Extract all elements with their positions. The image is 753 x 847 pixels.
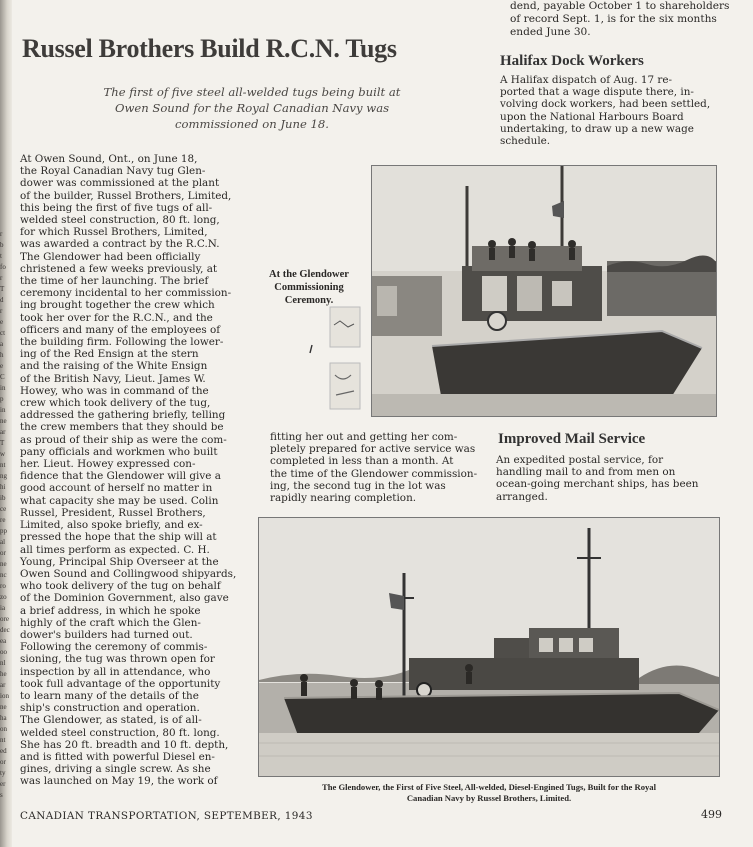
spine-fragment: ce	[0, 505, 7, 513]
previous-article-tail	[510, 0, 740, 39]
spine-fragment: ar	[0, 428, 6, 436]
text-line: crew which took delivery of the tug,	[20, 397, 211, 410]
text-line: for which Russel Brothers, Limited,	[20, 226, 208, 239]
text-line: highly of the craft which the Glen-	[20, 616, 201, 629]
publication-footer: CANADIAN TRANSPORTATION, SEPTEMBER, 1943	[20, 810, 313, 822]
spine-fragment: ore	[0, 615, 9, 623]
text-line: the building firm. Following the lower-	[20, 336, 224, 349]
text-line: to learn many of the details of the	[20, 689, 199, 702]
text-line: of record Sept. 1, is for the six months	[510, 13, 717, 25]
text-line: ocean-going merchant ships, has been	[496, 478, 699, 491]
spine-fragment: nl	[0, 659, 6, 667]
caption-line: The Glendower, the First of Five Steel, All-welded, Diesel-Engined Tugs, Built for the Royal	[322, 782, 656, 792]
text-line: ended June 30.	[510, 26, 591, 38]
spine-fragment: al	[0, 538, 6, 546]
text-line: undertaking, to draw up a new wage	[500, 122, 694, 135]
text-line: who took delivery of the tug on behalf	[20, 580, 221, 593]
spine-fragment: dec	[0, 626, 10, 634]
caption-line: Canadian Navy by Russel Brothers, Limited.	[406, 793, 572, 803]
text-line: officers and many of the employees of	[20, 323, 221, 336]
text-line: ing, the second tug in the lot was	[270, 479, 446, 492]
text-line: schedule.	[500, 135, 551, 148]
text-line: her. Lieut. Howey expressed con-	[20, 458, 196, 471]
spine-fragment: e	[0, 318, 4, 326]
text-line: ceremony incidental to her commission-	[20, 287, 232, 300]
spine-fragment: pp	[0, 527, 7, 535]
text-line: was launched on May 19, the work of	[20, 775, 218, 788]
text-line: a brief address, in which he spoke	[20, 604, 201, 617]
spine-fragment: ar	[0, 681, 6, 689]
text-line: welded steel construction, 80 ft. long.	[20, 726, 220, 739]
text-line: welded steel construction, 80 ft. long,	[20, 214, 220, 227]
text-line: pressed the hope that the ship will at	[20, 531, 217, 544]
text-line: arranged.	[496, 490, 548, 503]
caption-line: Ceremony.	[284, 295, 334, 306]
text-line: Owen Sound and Collingwood shipyards,	[20, 567, 237, 580]
text-line: Young, Principal Ship Overseer at the	[20, 555, 219, 568]
text-line: of the builder, Russel Brothers, Limited,	[20, 189, 232, 202]
text-line: ship's construction and operation.	[20, 702, 200, 715]
text-line: fitting her out and getting her com-	[270, 431, 458, 443]
text-line: Limited, also spoke briefly, and ex-	[20, 519, 203, 532]
spine-fragment: b	[0, 241, 4, 249]
spine-fragment: s	[0, 791, 3, 799]
spine-fragment: r	[0, 307, 3, 315]
text-line: ing brought together the crew which	[20, 299, 215, 312]
spine-fragment: in	[0, 384, 6, 392]
spine-fragment: ty	[0, 769, 6, 777]
text-line: gines, driving a single screw. As she	[20, 763, 211, 776]
halifax-heading: Halifax Dock Workers	[500, 53, 644, 69]
spine-fragment: ea	[0, 637, 7, 645]
halifax-body	[500, 74, 730, 147]
spine-fragment: ng	[0, 472, 7, 480]
text-line: ing of the Red Ensign at the stern	[20, 348, 199, 361]
text-line: Russel, President, Russel Brothers,	[20, 506, 206, 519]
text-line: took full advantage of the opportunity	[20, 677, 221, 690]
text-line: At Owen Sound, Ont., on June 18,	[20, 153, 198, 165]
text-line: ported that a wage dispute there, in-	[500, 86, 694, 99]
text-line: the Royal Canadian Navy tug Glen-	[20, 165, 206, 178]
spine-fragment: nc	[0, 571, 7, 579]
text-line: was awarded a contract by the R.C.N.	[20, 238, 220, 251]
spine-fragment: ion	[0, 692, 9, 700]
spine-fragment: ro	[0, 582, 6, 590]
text-line: fidence that the Glendower will give a	[20, 470, 221, 483]
text-line: and is fitted with powerful Diesel en-	[20, 750, 215, 763]
spine-fragment: ha	[0, 714, 7, 722]
deck-line: Owen Sound for the Royal Canadian Navy was	[114, 101, 390, 115]
text-line: The Glendower, as stated, is of all-	[20, 714, 202, 727]
text-line: completed in less than a month. At	[270, 455, 454, 468]
spine-fragment: d	[0, 296, 4, 304]
page-number: 499	[701, 808, 722, 821]
spine-fragment: C	[0, 373, 5, 381]
article-deck	[74, 84, 430, 132]
text-line: A Halifax dispatch of Aug. 17 re-	[500, 74, 673, 86]
text-line: what capacity she may be used. Colin	[20, 494, 219, 507]
spine-fragment: ia	[0, 604, 6, 612]
text-line: dend, payable October 1 to shareholders	[510, 0, 730, 12]
tug-photo	[258, 517, 720, 777]
spine-fragment: nt	[0, 736, 6, 744]
text-line: pletely prepared for active service was	[270, 443, 476, 456]
text-line: and the raising of the White Ensign	[20, 360, 208, 373]
article-headline: Russel Brothers Build R.C.N. Tugs	[22, 34, 397, 63]
text-line: The Glendower had been officially	[20, 250, 201, 263]
spine-fragment: ne	[0, 703, 7, 711]
spine-fragment: T	[0, 285, 5, 293]
text-line: christened a few weeks previously, at	[20, 262, 218, 275]
caption-line: At the Glendower	[269, 269, 349, 280]
deck-line: commissioned on June 18.	[175, 117, 329, 131]
spine-fragment: e	[0, 362, 4, 370]
spine-fragment: a	[0, 340, 4, 348]
spine-fragment: w	[0, 450, 6, 458]
text-line: all times perform as expected. C. H.	[20, 543, 210, 556]
text-line: of the Dominion Government, also gave	[20, 592, 229, 605]
tug-photo-caption	[258, 782, 720, 804]
spine-fragment: ct	[0, 329, 6, 337]
spine-fragment: ed	[0, 747, 7, 755]
spine-fragment: er	[0, 780, 6, 788]
text-line: pany officials and workmen who built	[20, 445, 218, 458]
text-line: the crew members that they should be	[20, 421, 224, 434]
spine-fragment: he	[0, 670, 7, 678]
deck-line: The first of five steel all-welded tugs being built at	[103, 85, 401, 99]
photo-fragments	[300, 305, 362, 413]
spine-fragment: fo	[0, 263, 6, 271]
spine-fragment: T	[0, 439, 5, 447]
mail-heading: Improved Mail Service	[498, 431, 646, 447]
text-line: the time of the Glendower commission-	[270, 467, 478, 480]
text-line: as proud of their ship as were the com-	[20, 433, 227, 446]
text-line: the time of her launching. The brief	[20, 275, 209, 288]
spine-fragment: t	[0, 252, 2, 260]
text-line: Howey, who was in command of the	[20, 384, 209, 397]
text-line: She has 20 ft. breadth and 10 ft. depth,	[20, 738, 229, 751]
text-line: Following the ceremony of commis-	[20, 641, 208, 654]
text-line: addressed the gathering briefly, telling	[20, 409, 226, 422]
text-line: dower was commissioned at the plant	[20, 177, 220, 190]
ceremony-photo-caption	[259, 268, 359, 307]
spine-fragment: ne	[0, 417, 7, 425]
ceremony-photo	[371, 165, 717, 417]
text-line: handling mail to and from men on	[496, 466, 676, 479]
spine-fragment: re	[0, 516, 6, 524]
spine-fragment: r	[0, 230, 3, 238]
text-line: volving dock workers, had been settled,	[500, 98, 711, 111]
text-line: this being the first of five tugs of all-	[20, 201, 213, 214]
spine-fragment: on	[0, 725, 7, 733]
text-line: upon the National Harbours Board	[500, 110, 684, 123]
article-body-continuation	[270, 431, 485, 504]
spine-fragment: in	[0, 406, 6, 414]
text-line: sioning, the tug was thrown open for	[20, 653, 215, 666]
text-line: good account of herself no matter in	[20, 482, 213, 495]
article-body-column	[20, 153, 256, 788]
text-line: of the British Navy, Lieut. James W.	[20, 372, 206, 385]
spine-fragment: oo	[0, 648, 7, 656]
text-line: rapidly nearing completion.	[270, 492, 417, 505]
spine-fragment: nt	[0, 461, 6, 469]
caption-line: Commissioning	[274, 282, 344, 293]
spine-fragment: hi	[0, 483, 6, 491]
text-line: An expedited postal service, for	[496, 454, 664, 466]
spine-fragment: zo	[0, 593, 7, 601]
mail-body	[496, 454, 728, 503]
spine-fragment: or	[0, 758, 6, 766]
spine-fragment: p	[0, 395, 4, 403]
spine-fragment: h	[0, 351, 4, 359]
text-line: took her over for the R.C.N., and the	[20, 311, 213, 324]
spine-fragment: ib	[0, 494, 6, 502]
text-line: dower's builders had turned out.	[20, 628, 193, 641]
spine-fragment: r	[0, 274, 3, 282]
text-line: inspection by all in attendance, who	[20, 665, 211, 678]
spine-fragment: ne	[0, 560, 7, 568]
spine-fragment: or	[0, 549, 6, 557]
